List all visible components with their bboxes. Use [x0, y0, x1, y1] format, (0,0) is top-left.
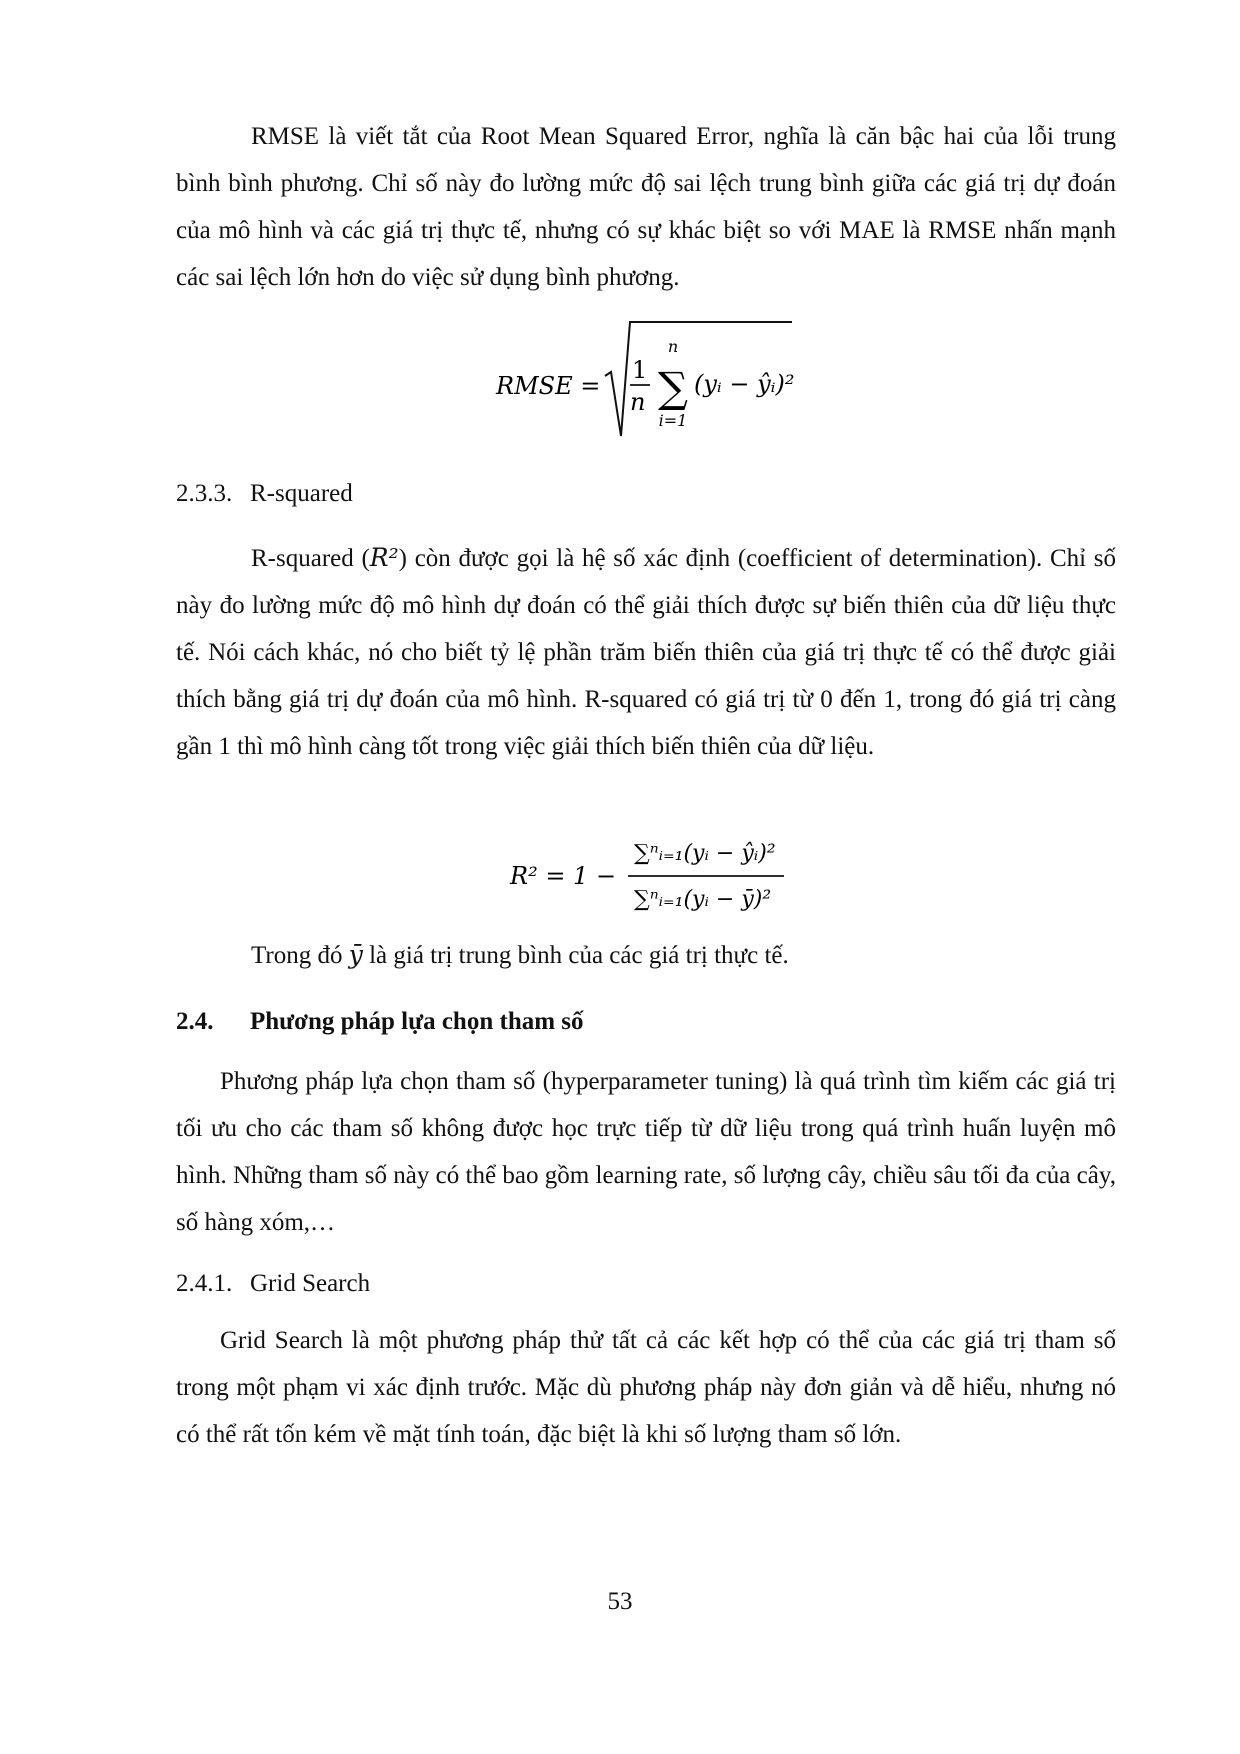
paragraph-rmse-text: RMSE là viết tắt của Root Mean Squared Error, nghĩa là căn bậc hai của lỗi trung bình bình phương. Chỉ số này đo lường mức độ sai lệch trung bình giữa các giá trị dự đoán của mô hình và các giá trị thực tế, nhưng có sự khác biệt so với MAE là RMSE nhấn mạnh các sai lệch lớn hơn do việc sử dụng bình phương.: [176, 123, 1116, 291]
rmse-lhs: RMSE =: [496, 372, 601, 400]
heading-grid-title: Grid Search: [250, 1270, 371, 1297]
r2-numerator: ∑ⁿᵢ₌₁(yᵢ − ŷᵢ)²: [634, 841, 776, 866]
page-number: 53: [607, 1588, 633, 1615]
paragraph-tuning-intro: [176, 1058, 1116, 1246]
ybar-text-post: là giá trị trung bình của các giá trị thực tế.: [362, 942, 789, 969]
paragraph-ybar-note: [176, 931, 1116, 979]
rmse-equation: [480, 318, 810, 446]
r2-lhs: R² = 1 −: [510, 862, 617, 890]
rsquared-text-post: ) còn được gọi là hệ số xác định (coefficient of determination). Chỉ số này đo lường mức độ mô hình dự đoán có thể giải thích được sự biến thiên của dữ liệu thực tế. Nói cách khác, nó cho biết tỷ lệ phần trăm biến thiên của giá trị thực tế có thể được giải thích bằng giá trị dự đoán của mô hình. R-squared có giá trị từ 0 đến 1, trong đó giá trị càng gần 1 thì mô hình càng tốt trong việc giải thích biến thiên của dữ liệu.: [176, 545, 1117, 760]
heading-rsquared: [176, 478, 353, 510]
paragraph-rsquared-intro: [176, 534, 1116, 770]
heading-rsquared-title: R-squared: [250, 480, 353, 507]
heading-tuning-number: 2.4.: [176, 1008, 214, 1035]
grid-search-text: Grid Search là một phương pháp thử tất cả các kết hợp có thể của các giá trị tham số trong một phạm vi xác định trước. Mặc dù phương pháp này đơn giản và dễ hiểu, nhưng nó có thể rất tốn kém về mặt tính toán, đặc biệt là khi số lượng tham số lớn.: [176, 1327, 1116, 1448]
rsquared-symbol: R²: [369, 543, 399, 572]
tuning-text: Phương pháp lựa chọn tham số (hyperparameter tuning) là quá trình tìm kiếm các giá trị tối ưu cho các tham số không được học trực tiếp từ dữ liệu trong quá trình huấn luyện mô hình. Những tham số này có thể bao gồm learning rate, số lượng cây, chiều sâu tối đa của cây, số hàng xóm,…: [176, 1068, 1116, 1236]
heading-tuning-title: Phương pháp lựa chọn tham số: [250, 1008, 584, 1035]
heading-grid-number: 2.4.1.: [176, 1270, 233, 1297]
paragraph-rmse-intro: [176, 113, 1116, 301]
rmse-term: (yᵢ − ŷᵢ)²: [694, 370, 795, 398]
r2-equation: [500, 826, 800, 918]
ybar-symbol: ȳ: [348, 940, 363, 969]
heading-grid-search: [176, 1268, 370, 1300]
rmse-sum-top: n: [667, 337, 679, 356]
rmse-frac-num: 1: [632, 356, 648, 384]
heading-rsquared-number: 2.3.3.: [176, 480, 233, 507]
rmse-frac-den: n: [630, 388, 646, 416]
rmse-sigma: ∑: [658, 363, 688, 412]
rsquared-text-pre: R-squared (: [251, 545, 370, 572]
heading-tuning: [176, 1006, 584, 1038]
paragraph-grid-search: [176, 1317, 1116, 1458]
ybar-text-pre: Trong đó: [251, 942, 349, 969]
r2-denominator: ∑ⁿᵢ₌₁(yᵢ − ȳ)²: [634, 887, 772, 912]
rmse-sum-bottom: i=1: [658, 411, 688, 430]
